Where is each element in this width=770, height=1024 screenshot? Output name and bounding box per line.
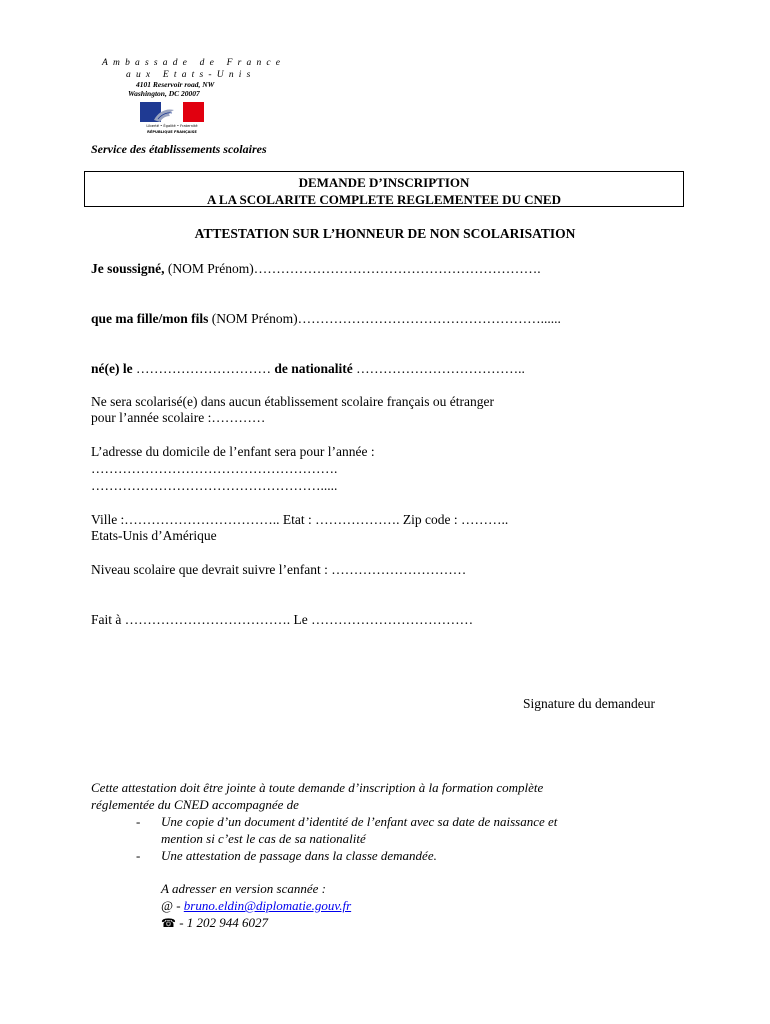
- nationalite-label: de nationalité: [274, 361, 353, 376]
- bullet1-line2: mention si c’est le cas de sa nationalité: [161, 831, 366, 846]
- logo-name: RÉPUBLIQUE FRANÇAISE: [147, 130, 197, 134]
- bullet2: Une attestation de passage dans la classe demandée.: [161, 848, 437, 863]
- adresse-field-2[interactable]: …………………………………………….....: [91, 478, 338, 493]
- embassy-street: 4101 Reservoir road, NW: [136, 80, 215, 89]
- logo-motto: Liberté • Égalité • Fraternité: [146, 124, 198, 128]
- title-line1: DEMANDE D’INSCRIPTION: [298, 175, 470, 190]
- ville-row[interactable]: Ville :…………………………….. Etat : ………………. Zip code : ………..: [91, 512, 509, 527]
- email-prefix: @ -: [161, 898, 181, 913]
- signature-label: Signature du demandeur: [523, 696, 655, 711]
- bullet-dash-1: -: [136, 814, 141, 829]
- scolarise-line1: Ne sera scolarisé(e) dans aucun établissement scolaire français ou étranger: [91, 394, 494, 409]
- bullet1-line1: Une copie d’un document d’identité de l’enfant avec sa date de naissance et: [161, 814, 558, 829]
- phone-row: [161, 915, 268, 931]
- adresse-field-1[interactable]: ……………………………………………….: [91, 461, 338, 476]
- email-link[interactable]: bruno.eldin@diplomatie.gouv.fr: [183, 898, 352, 913]
- phone-number: - 1 202 944 6027: [179, 915, 269, 930]
- soussigne-row: [91, 261, 541, 277]
- nationalite-field[interactable]: ………………………………..: [356, 361, 525, 376]
- ne-label: né(e) le: [91, 361, 133, 376]
- phone-icon: ☎: [161, 916, 176, 930]
- niveau-row[interactable]: Niveau scolaire que devrait suivre l’enfant : …………………………: [91, 562, 467, 577]
- soussigne-label: Je soussigné,: [91, 261, 165, 276]
- title-box: [84, 171, 684, 207]
- naissance-row: [91, 361, 525, 377]
- bullet-dash-2: -: [136, 848, 141, 863]
- fait-row[interactable]: Fait à ………………………………. Le ………………………………: [91, 612, 474, 627]
- soussigne-field[interactable]: (NOM Prénom)……………………………………………………….: [167, 261, 541, 276]
- enfant-label: que ma fille/mon fils: [91, 311, 209, 326]
- notes-intro-line1: Cette attestation doit être jointe à toute demande d’inscription à la formation complète: [91, 780, 544, 795]
- ne-field[interactable]: …………………………: [135, 361, 271, 376]
- enfant-row: [91, 311, 561, 327]
- scolarise-line2[interactable]: pour l’année scolaire :…………: [91, 410, 266, 425]
- embassy-name-line2: aux Etats-Unis: [126, 70, 256, 80]
- attestation-title: ATTESTATION SUR L’HONNEUR DE NON SCOLARISATION: [194, 226, 576, 241]
- email-row: [161, 898, 351, 914]
- service-name: Service des établissements scolaires: [91, 142, 267, 156]
- adresse-label: L’adresse du domicile de l’enfant sera pour l’année :: [91, 444, 375, 459]
- send-label: A adresser en version scannée :: [161, 881, 326, 896]
- embassy-city: Washington, DC 20007: [128, 89, 200, 98]
- notes-intro-line2: réglementée du CNED accompagnée de: [91, 797, 299, 812]
- enfant-field[interactable]: (NOM Prénom)………………………………………………......: [211, 311, 561, 326]
- pays: Etats-Unis d’Amérique: [91, 528, 217, 543]
- title-line2: A LA SCOLARITE COMPLETE REGLEMENTEE DU CNED: [207, 192, 561, 207]
- embassy-name-line1: Ambassade de France: [102, 58, 286, 68]
- republique-francaise-logo: [140, 102, 204, 134]
